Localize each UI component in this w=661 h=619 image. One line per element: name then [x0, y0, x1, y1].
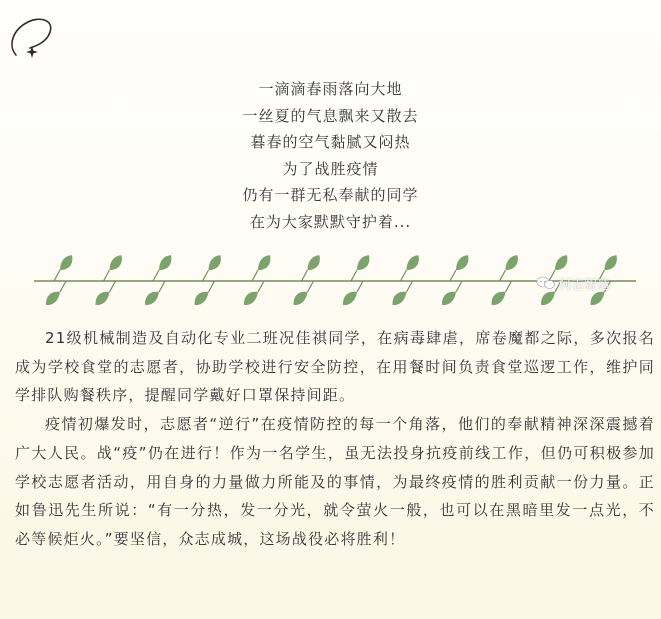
vine-twig — [456, 281, 462, 292]
poem-line: 在为大家默默守护着... — [249, 212, 412, 231]
poem-line: 仍有一群无私奉献的同学 — [242, 186, 419, 205]
vine-twig — [104, 270, 110, 281]
vine-twig — [60, 281, 66, 292]
vine-twig — [258, 281, 264, 292]
vine-twig — [153, 270, 159, 281]
vine-twig — [401, 270, 407, 281]
vine-twig — [500, 270, 506, 281]
vine-twig — [407, 281, 413, 292]
vine-twig — [110, 281, 116, 292]
wechat-icon — [536, 276, 556, 290]
watermark-text: 柯志智造 — [558, 277, 611, 293]
vine-twig — [252, 270, 258, 281]
poem-line: 为了战胜疫情 — [282, 159, 379, 178]
vine-twig — [54, 270, 60, 281]
vine-twig — [159, 281, 165, 292]
poem-line: 暮春的空气黏腻又闷热 — [250, 133, 411, 152]
vine-twig — [209, 281, 215, 292]
vine-twig — [450, 270, 456, 281]
vine-twig — [308, 281, 314, 292]
vine-twig — [351, 270, 357, 281]
poem-line: 一滴滴春雨落向大地 — [258, 80, 403, 98]
vine-twig — [357, 281, 363, 292]
article-paragraph: 疫情初爆发时，志愿者“逆行”在疫情防控的每一个角落，他们的奉献精神深深震撼着广大人民。战“疫”仍在进行！作为一名学生，虽无法投身抗疫前线工作，但仍可积极参加学校志愿者活动，用自身的力量做力所能及的事情，为最终疫情的胜利贡献一份力量。正如鲁迅先生所说：“有一分热，发一分光，就令萤火一般，也可以在黑暗里发一点光，不必等候炬火。”要坚信，众志成城，这场战役必将胜利！ — [15, 415, 655, 548]
poem-line: 一丝夏的气息飘来又散去 — [242, 106, 419, 125]
vine-twig — [506, 281, 512, 292]
vine-twig — [203, 270, 209, 281]
swoosh-sparkle-icon — [6, 12, 58, 60]
poem-block — [0, 76, 661, 236]
article-paragraph: 21级机械制造及自动化专业二班况佳祺同学，在病毒肆虐，席卷魔都之际，多次报名成为学校食堂的志愿者，协助学校进行安全防控，在用餐时间负责食堂巡逻工作，维护同学排队购餐秩序，提醒同学戴好口罩保持间距。 — [15, 329, 655, 405]
watermark — [536, 274, 610, 292]
article-body — [15, 324, 655, 554]
vine-twig — [302, 270, 308, 281]
